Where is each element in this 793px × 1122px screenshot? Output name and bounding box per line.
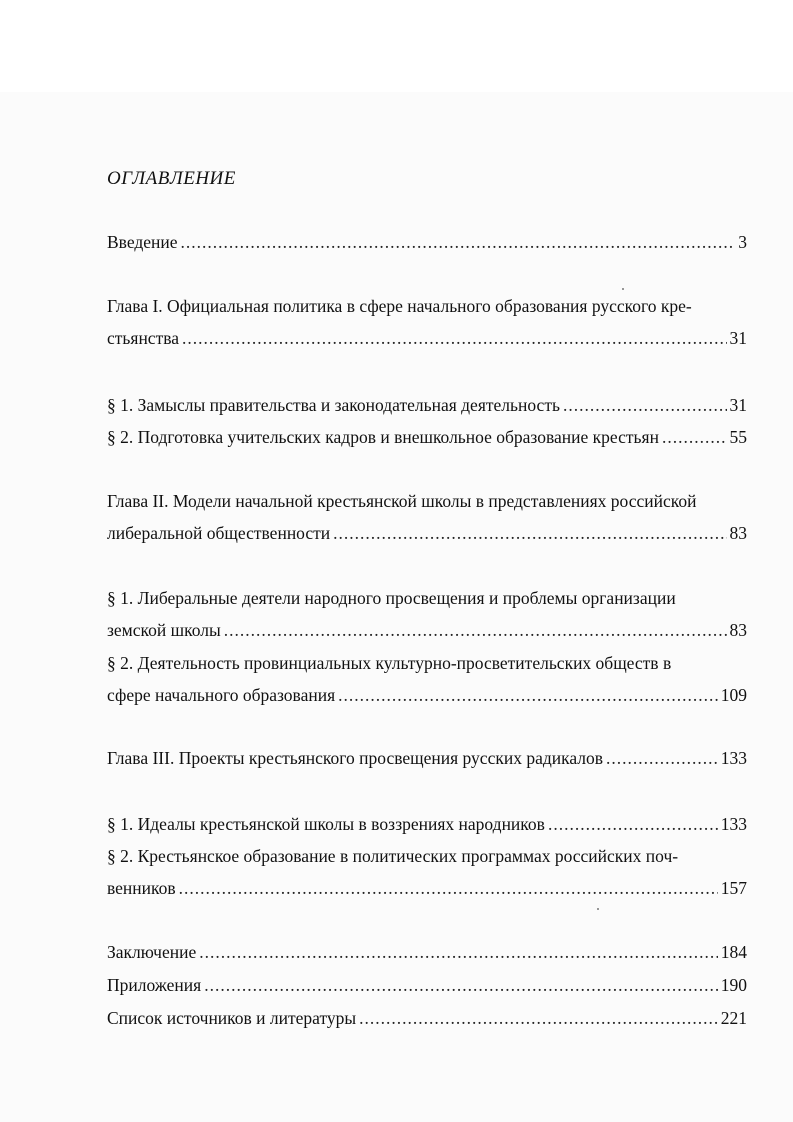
dot-leader <box>333 523 726 544</box>
toc-entry-ch1-sec1 <box>107 395 747 416</box>
dot-leader <box>204 975 718 996</box>
entry-page: 190 <box>720 975 747 995</box>
entry-line: § 2. Деятельность провинциальных культурно-просветительских обществ в <box>107 653 672 673</box>
dot-leader <box>548 814 718 835</box>
entry-label: либеральной общественности <box>107 523 331 543</box>
toc-entry-ch1-sec2 <box>107 427 747 448</box>
entry-line: Глава I. Официальная политика в сфере начального образования русского кре- <box>107 296 692 316</box>
entry-page: 3 <box>738 232 747 252</box>
entry-label: стьянства <box>107 328 180 348</box>
entry-page: 83 <box>729 523 747 543</box>
toc-entry-ch3-sec2 <box>107 846 747 899</box>
toc-entry-ch3-sec1 <box>107 814 747 835</box>
entry-label: Приложения <box>107 975 202 995</box>
entry-label: § 2. Подготовка учительских кадров и внешкольное образование крестьян <box>107 427 659 447</box>
dot-leader <box>181 232 736 253</box>
toc-entry-conclusion <box>107 942 747 963</box>
entry-label: сфере начального образования <box>107 685 336 705</box>
entry-line: Глава II. Модели начальной крестьянской школы в представлениях российской <box>107 491 697 511</box>
entry-label: Заключение <box>107 942 197 962</box>
entry-page: 31 <box>729 395 747 415</box>
entry-page: 55 <box>729 427 747 447</box>
dot-leader <box>179 878 718 899</box>
dot-leader <box>224 620 727 641</box>
dot-leader <box>199 942 718 963</box>
toc-title: ОГЛАВЛЕНИЕ <box>107 168 236 189</box>
entry-label: земской школы <box>107 620 221 640</box>
entry-label: Список источников и литературы <box>107 1008 357 1028</box>
entry-label: § 1. Идеалы крестьянской школы в воззрениях народников <box>107 814 545 834</box>
dot-leader <box>662 427 727 448</box>
entry-label: венников <box>107 878 176 898</box>
entry-label: Глава III. Проекты крестьянского просвещения русских радикалов <box>107 748 604 768</box>
dot-leader <box>182 328 726 349</box>
toc-entry-chapter-2 <box>107 491 747 544</box>
entry-page: 83 <box>729 620 747 640</box>
entry-label: Введение <box>107 232 178 252</box>
toc-entry-chapter-3 <box>107 748 747 769</box>
entry-page: 109 <box>720 685 747 705</box>
entry-label: § 1. Замыслы правительства и законодательная деятельность <box>107 395 560 415</box>
entry-line: § 2. Крестьянское образование в политических программах российских поч- <box>107 846 679 866</box>
toc-entry-appendices <box>107 975 747 996</box>
dot-leader <box>606 748 718 769</box>
entry-page: 221 <box>720 1008 747 1028</box>
toc-entry-introduction <box>107 232 747 253</box>
entry-page: 184 <box>720 942 747 962</box>
entry-page: 133 <box>720 814 747 834</box>
scan-margin <box>0 0 793 92</box>
toc-entry-bibliography <box>107 1008 747 1029</box>
entry-page: 31 <box>729 328 747 348</box>
dot-leader <box>563 395 727 416</box>
entry-page: 157 <box>720 878 747 898</box>
scan-speck <box>597 908 599 910</box>
entry-line: § 1. Либеральные деятели народного просвещения и проблемы организации <box>107 588 676 608</box>
toc-entry-chapter-1 <box>107 296 747 349</box>
toc-entry-ch2-sec2 <box>107 653 747 706</box>
entry-page: 133 <box>720 748 747 768</box>
toc-entry-ch2-sec1 <box>107 588 747 641</box>
scan-speck <box>622 288 624 290</box>
dot-leader <box>359 1008 718 1029</box>
dot-leader <box>338 685 718 706</box>
